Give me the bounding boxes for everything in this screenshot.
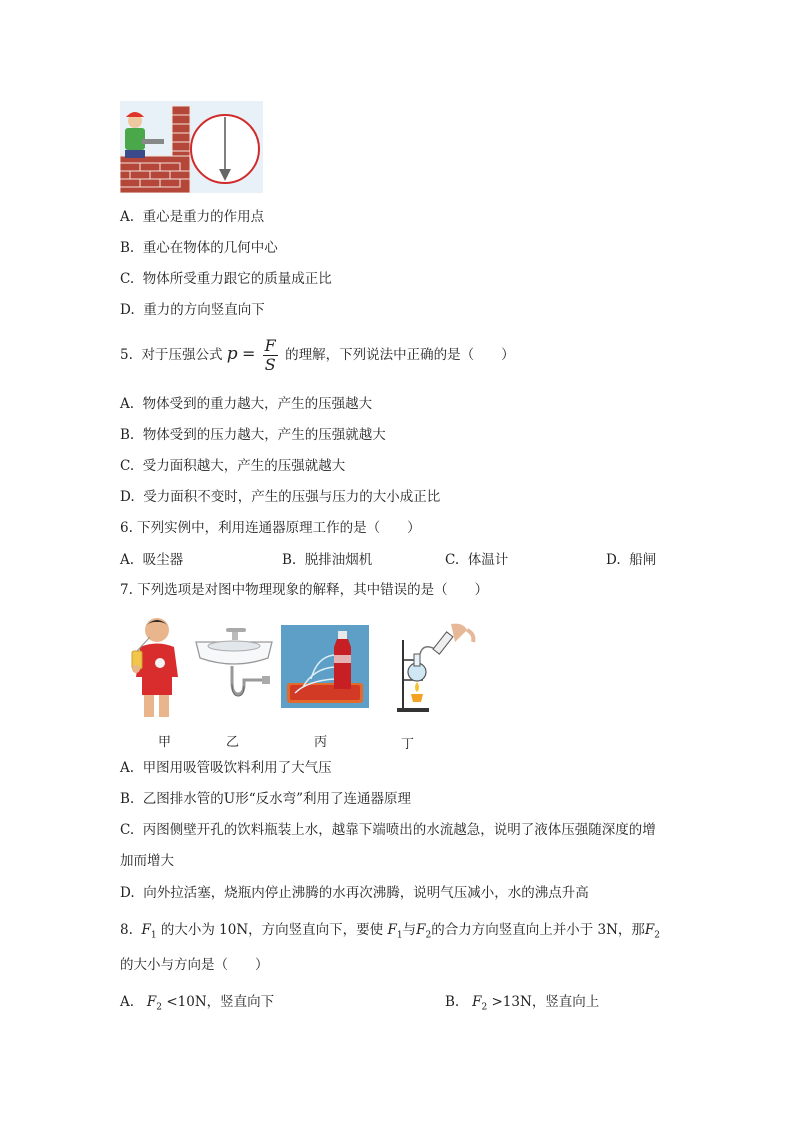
stem-text-2: 与 — [402, 922, 417, 938]
q4-option-b[interactable] — [120, 239, 278, 257]
stem-text-3: 的合力方向竖直向上并小于 3N，那 — [431, 922, 645, 938]
formula-fraction — [263, 337, 278, 374]
q7-option-a[interactable] — [120, 759, 332, 777]
sub-2: 2 — [425, 930, 432, 941]
formula-numerator: F — [264, 336, 276, 355]
relation: <10N — [166, 994, 207, 1010]
option-label: D. — [120, 885, 135, 901]
q8-option-b[interactable] — [445, 993, 599, 1017]
option-label: B. — [445, 994, 460, 1010]
option-label: B. — [120, 791, 135, 807]
option-label: D. — [120, 489, 135, 505]
option-text: 受力面积越大，产生的压强就越大 — [142, 458, 346, 474]
var-f2b: F — [644, 922, 655, 938]
option-label: D. — [606, 552, 621, 568]
sub-2b: 2 — [654, 930, 661, 941]
q8-option-a[interactable] — [120, 993, 274, 1017]
q7-option-d[interactable] — [120, 884, 589, 902]
q7-stem: 7. 下列选项是对图中物理现象的解释，其中错误的是（ ） — [120, 582, 489, 598]
flask-syringe-figure — [393, 620, 477, 714]
option-text: 重心在物体的几何中心 — [142, 240, 278, 256]
option-text: 乙图排水管的U形“反水弯”利用了连通器原理 — [142, 791, 411, 807]
sub-2: 2 — [481, 1002, 488, 1013]
var-f2: F — [146, 994, 157, 1010]
direction: ，竖直向上 — [531, 994, 600, 1010]
q7-option-c-continued — [120, 852, 174, 870]
option-label: B. — [282, 552, 297, 568]
question-number: 5. — [120, 347, 133, 363]
formula-eq: = — [241, 344, 256, 363]
option-text: 甲图用吸管吸饮料利用了大气压 — [142, 760, 332, 776]
option-label: C. — [120, 271, 135, 287]
q8-stem-line2: 的大小与方向是（ ） — [120, 957, 269, 973]
option-text: 加而增大 — [120, 853, 174, 869]
option-label: A. — [120, 994, 135, 1010]
q8-stem-line1 — [120, 921, 660, 945]
formula-lhs: p — [226, 344, 238, 364]
sub-1b: 1 — [396, 930, 403, 941]
q5-option-d[interactable] — [120, 488, 440, 506]
var-f1: F — [141, 922, 151, 938]
option-text: 物体受到的压力越大，产生的压强就越大 — [142, 427, 386, 443]
question-number: 8. — [120, 922, 133, 938]
option-text: 重心是重力的作用点 — [142, 209, 265, 225]
caption-yi: 乙 — [226, 735, 240, 750]
caption-ding: 丁 — [401, 737, 415, 752]
boy-drinking-figure — [124, 615, 186, 719]
q7-option-b[interactable] — [120, 790, 411, 808]
stem-post: 的理解，下列说法中正确的是（ ） — [285, 347, 515, 363]
q5-stem — [120, 334, 515, 375]
bricklayer-plumb-figure — [120, 101, 263, 193]
q5-option-b[interactable] — [120, 426, 386, 444]
option-label: A. — [120, 552, 135, 568]
direction: ，竖直向下 — [206, 994, 275, 1010]
formula-denominator: S — [264, 355, 276, 374]
option-label: B. — [120, 240, 135, 256]
stem-pre: 对于压强公式 — [141, 347, 223, 363]
option-label: A. — [120, 396, 135, 412]
option-text: 向外拉活塞，烧瓶内停止沸腾的水再次沸腾，说明气压减小，水的沸点升高 — [143, 885, 589, 901]
q5-option-c[interactable] — [120, 457, 345, 475]
q6-option-b[interactable] — [282, 551, 372, 569]
option-text: 物体所受重力跟它的质量成正比 — [142, 271, 332, 287]
relation: >13N — [491, 994, 532, 1010]
stem-text-1: 的大小为 10N，方向竖直向下，要使 — [160, 922, 384, 938]
option-label: C. — [120, 822, 135, 838]
option-text: 船闸 — [629, 552, 657, 568]
bottle-water-jet-figure — [281, 625, 369, 708]
q4-option-d[interactable] — [120, 301, 265, 319]
q6-option-c[interactable] — [445, 551, 508, 569]
option-text: 吸尘器 — [142, 552, 184, 568]
option-text: 物体受到的重力越大，产生的压强越大 — [142, 396, 373, 412]
option-text: 受力面积不变时，产生的压强与压力的大小成正比 — [143, 489, 441, 505]
var-f2: F — [472, 994, 482, 1010]
option-label: B. — [120, 427, 135, 443]
option-text: 丙图侧壁开孔的饮料瓶装上水，越靠下端喷出的水流越急，说明了液体压强随深度的增 — [142, 822, 656, 838]
option-label: C. — [445, 552, 460, 568]
option-label: C. — [120, 458, 135, 474]
q6-option-a[interactable] — [120, 551, 183, 569]
q4-option-c[interactable] — [120, 270, 332, 288]
sub-2: 2 — [156, 1002, 163, 1013]
q6-stem: 6. 下列实例中，利用连通器原理工作的是（ ） — [120, 520, 421, 536]
q7-option-c[interactable] — [120, 821, 656, 839]
option-text: 体温计 — [467, 552, 509, 568]
q5-option-a[interactable] — [120, 395, 372, 413]
option-text: 重力的方向竖直向下 — [143, 302, 265, 318]
var-f2: F — [416, 922, 426, 938]
sink-u-trap-figure — [192, 624, 276, 710]
sub-1: 1 — [150, 930, 157, 941]
caption-jia: 甲 — [158, 735, 172, 750]
q6-option-d[interactable] — [606, 551, 656, 569]
option-text: 脱排油烟机 — [304, 552, 373, 568]
option-label: A. — [120, 209, 135, 225]
var-f1b: F — [387, 922, 397, 938]
option-label: A. — [120, 760, 135, 776]
option-label: D. — [120, 302, 135, 318]
caption-bing: 丙 — [314, 735, 328, 750]
q4-option-a[interactable] — [120, 208, 264, 226]
